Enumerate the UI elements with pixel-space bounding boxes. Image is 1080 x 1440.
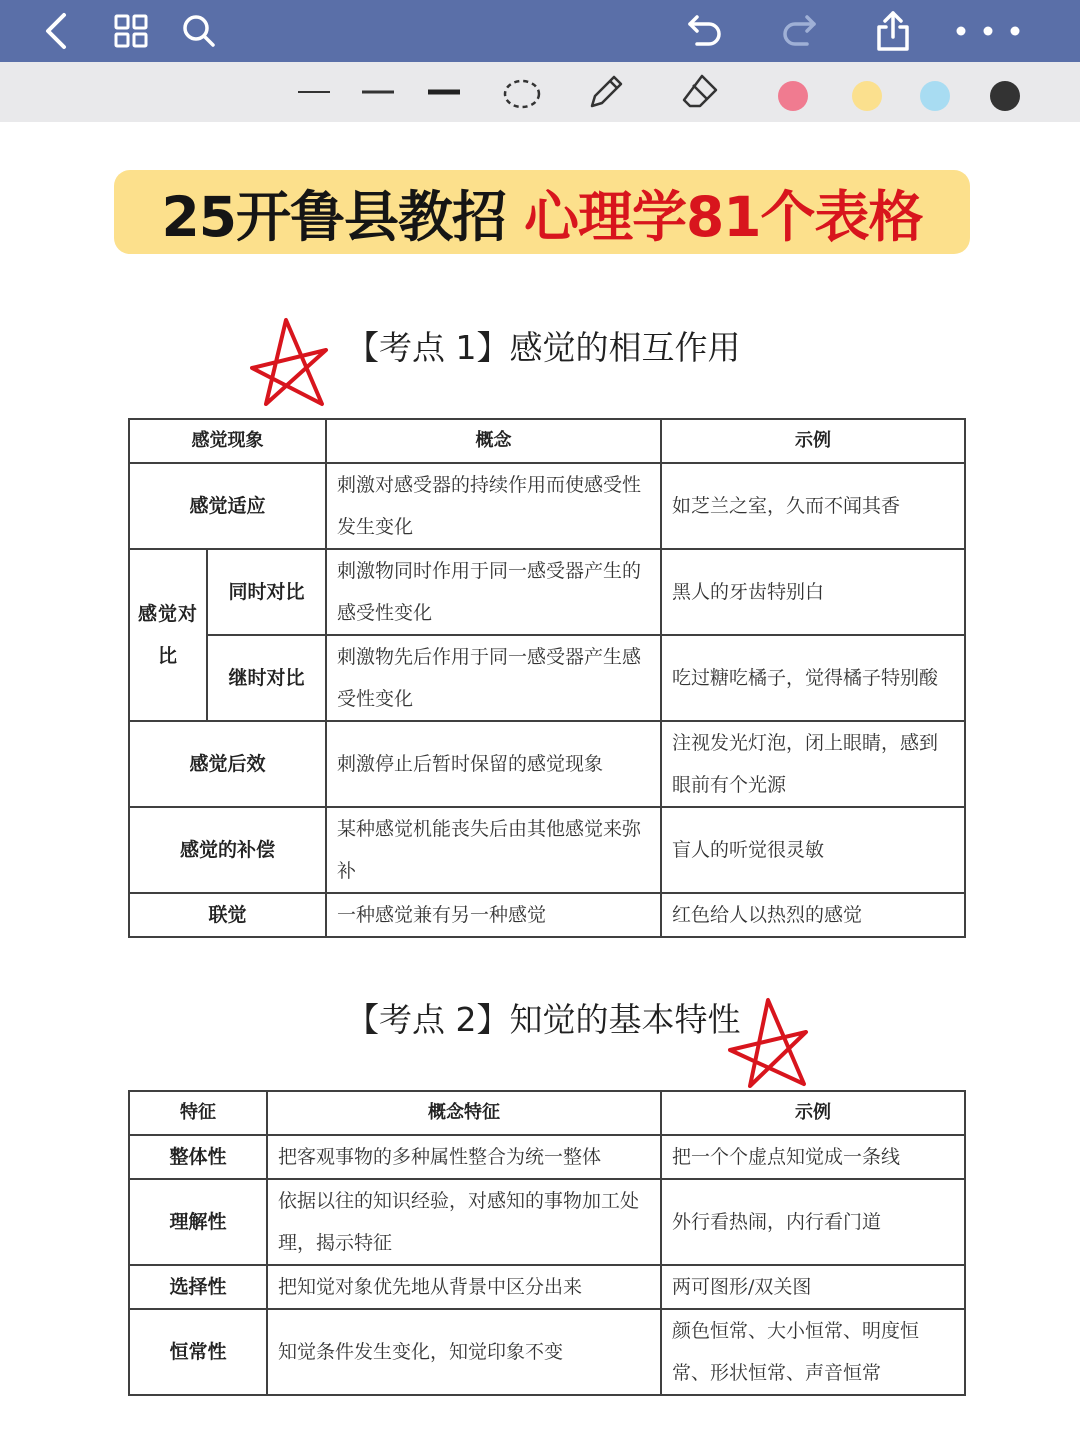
row-label: 理解性: [129, 1179, 267, 1265]
lasso-icon[interactable]: [502, 76, 542, 112]
row-concept: 刺激停止后暂时保留的感觉现象: [326, 721, 661, 807]
table-header: 示例: [661, 1091, 965, 1135]
row-concept: 刺激对感受器的持续作用而使感受性发生变化: [326, 463, 661, 549]
table-perception-properties: [128, 1090, 966, 1396]
banner-title-part1: 25开鲁县教招: [161, 184, 506, 249]
row-example: 红色给人以热烈的感觉: [661, 893, 965, 937]
title-banner: [114, 170, 970, 254]
share-icon[interactable]: [870, 8, 916, 54]
row-label: 感觉后效: [129, 721, 326, 807]
redo-icon[interactable]: [776, 8, 822, 54]
row-label: 联觉: [129, 893, 326, 937]
row-concept: 刺激物同时作用于同一感受器产生的感受性变化: [326, 549, 661, 635]
row-label: 继时对比: [207, 635, 326, 721]
row-example: 如芝兰之室，久而不闻其香: [661, 463, 965, 549]
pink-color-swatch[interactable]: [778, 81, 808, 111]
row-example: 注视发光灯泡，闭上眼睛，感到眼前有个光源: [661, 721, 965, 807]
search-icon[interactable]: [176, 8, 222, 54]
row-concept: 刺激物先后作用于同一感受器产生感受性变化: [326, 635, 661, 721]
more-icon[interactable]: [950, 8, 1026, 54]
section2-heading: 【考点 2】知觉的基本特性: [346, 1000, 741, 1039]
row-concept: 知觉条件发生变化，知觉印象不变: [267, 1309, 661, 1395]
group-label: 感觉对比: [129, 549, 207, 721]
row-concept: 把客观事物的多种属性整合为统一整体: [267, 1135, 661, 1179]
blue-color-swatch[interactable]: [920, 81, 950, 111]
row-label: 选择性: [129, 1265, 267, 1309]
eraser-icon[interactable]: [678, 74, 722, 110]
yellow-color-swatch[interactable]: [852, 81, 882, 111]
thin-stroke-icon[interactable]: [298, 74, 330, 110]
table-header: 概念: [326, 419, 661, 463]
row-label: 感觉的补偿: [129, 807, 326, 893]
row-example: 把一个个虚点知觉成一条线: [661, 1135, 965, 1179]
medium-stroke-icon[interactable]: [362, 74, 394, 110]
black-color-swatch[interactable]: [990, 81, 1020, 111]
row-example: 外行看热闹，内行看门道: [661, 1179, 965, 1265]
pen-icon[interactable]: [584, 74, 628, 110]
row-example: 两可图形/双关图: [661, 1265, 965, 1309]
row-label: 同时对比: [207, 549, 326, 635]
row-concept: 一种感觉兼有另一种感觉: [326, 893, 661, 937]
row-concept: 把知觉对象优先地从背景中区分出来: [267, 1265, 661, 1309]
row-example: 盲人的听觉很灵敏: [661, 807, 965, 893]
back-icon[interactable]: [34, 8, 80, 54]
table-header: 特征: [129, 1091, 267, 1135]
row-concept: 依据以往的知识经验，对感知的事物加工处理，揭示特征: [267, 1179, 661, 1265]
row-label: 整体性: [129, 1135, 267, 1179]
thick-stroke-icon[interactable]: [428, 74, 460, 110]
row-example: 黑人的牙齿特别白: [661, 549, 965, 635]
row-label: 感觉适应: [129, 463, 326, 549]
row-example: 颜色恒常、大小恒常、明度恒常、形状恒常、声音恒常: [661, 1309, 965, 1395]
table-header: 示例: [661, 419, 965, 463]
banner-title-part2: 心理学81个表格: [524, 184, 923, 249]
row-label: 恒常性: [129, 1309, 267, 1395]
app-top-bar: [0, 0, 1080, 62]
row-example: 吃过糖吃橘子，觉得橘子特别酸: [661, 635, 965, 721]
table-header: 概念特征: [267, 1091, 661, 1135]
row-concept: 某种感觉机能丧失后由其他感觉来弥补: [326, 807, 661, 893]
undo-icon[interactable]: [682, 8, 728, 54]
table-sensation-interaction: [128, 418, 966, 938]
grid-icon[interactable]: [108, 8, 154, 54]
red-star-doodle-icon: [724, 994, 812, 1092]
section1-heading: 【考点 1】感觉的相互作用: [346, 328, 741, 367]
red-star-doodle-icon: [246, 314, 332, 410]
table-header: 感觉现象: [129, 419, 326, 463]
